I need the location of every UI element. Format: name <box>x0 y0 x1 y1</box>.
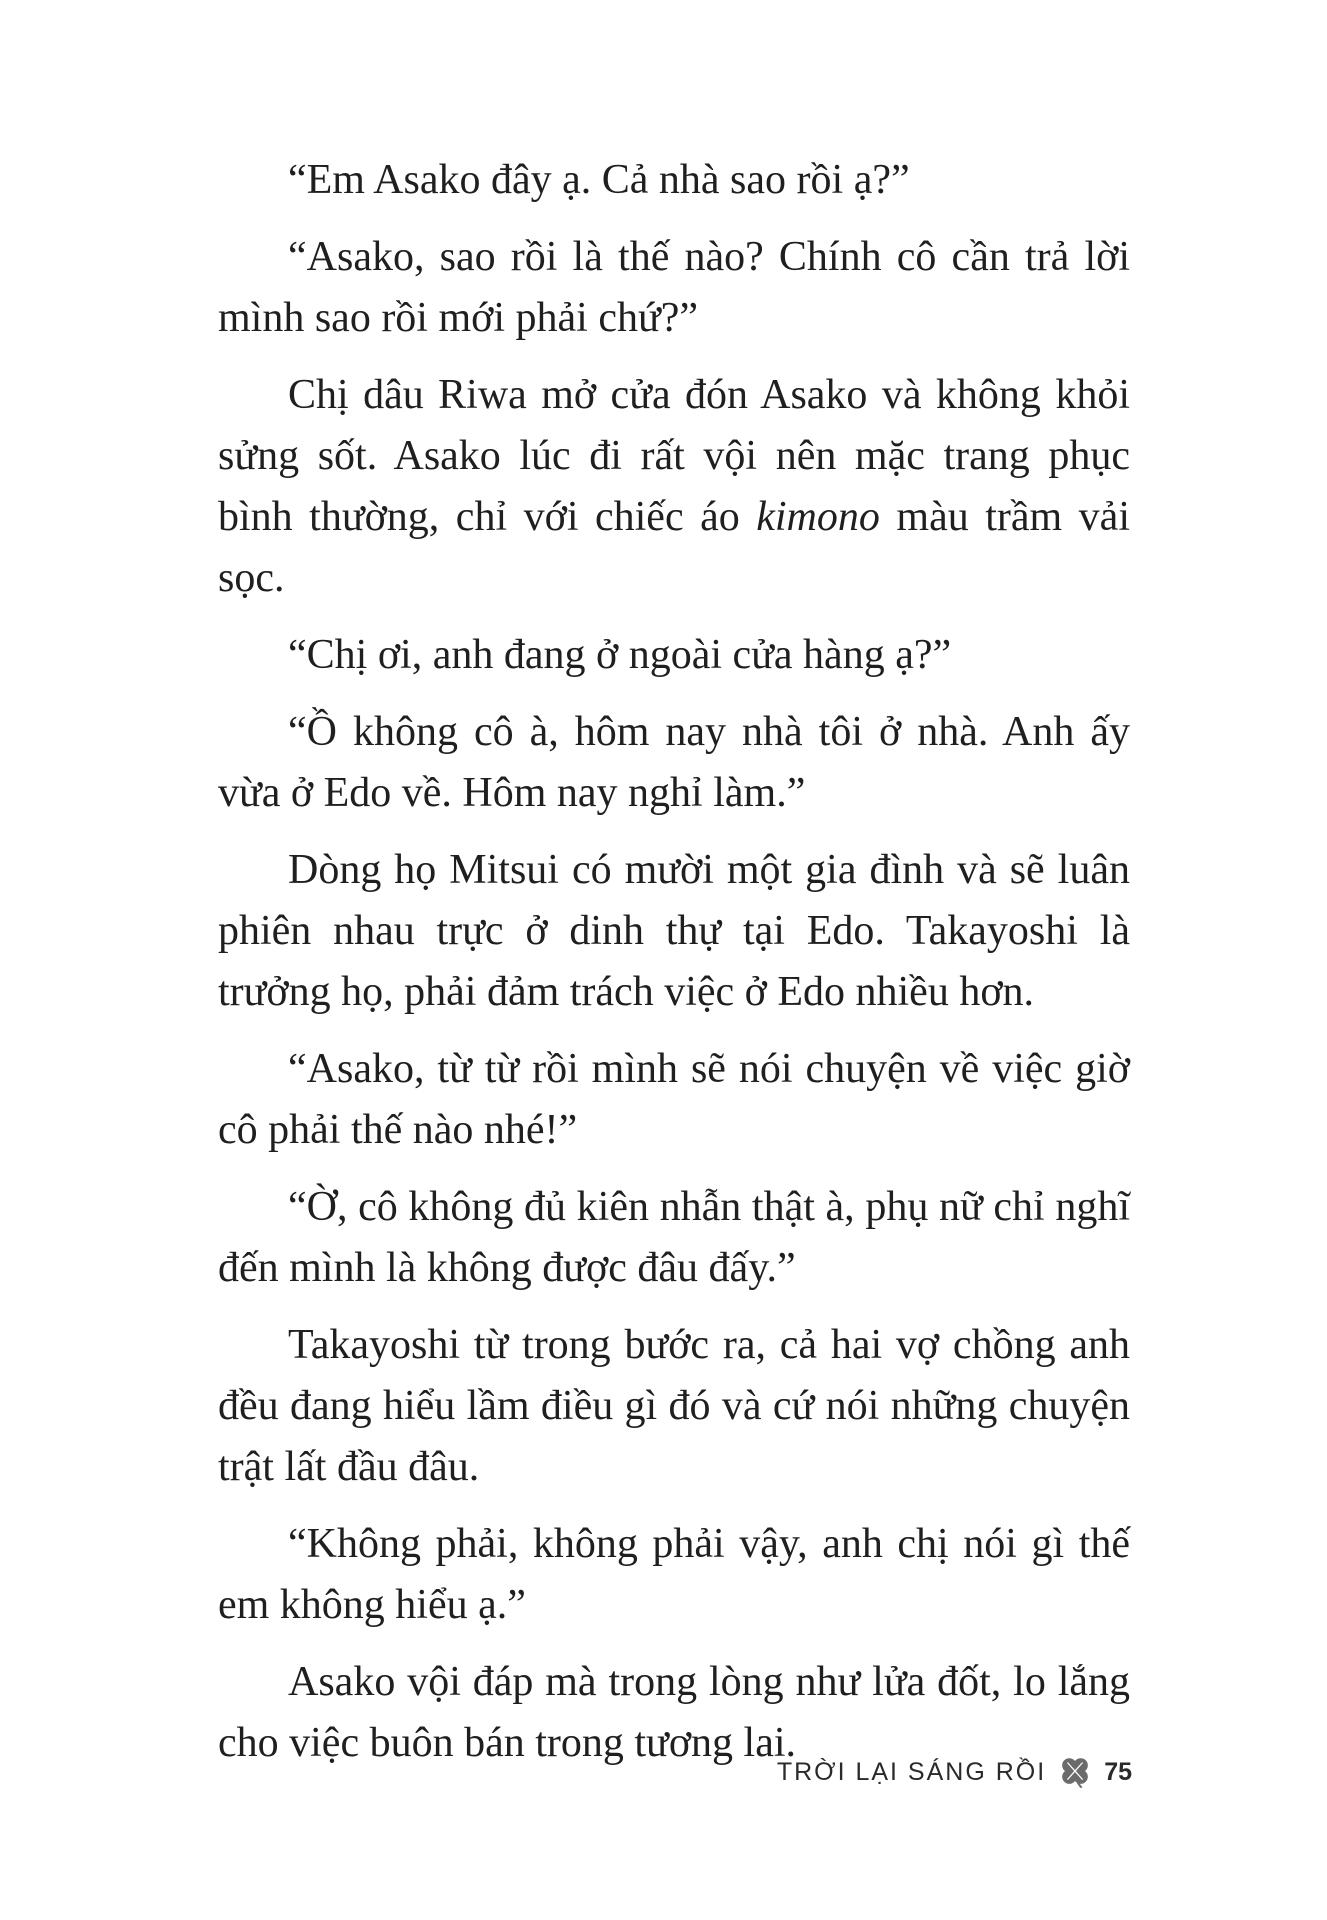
paragraph-10: “Không phải, không phải vậy, anh chị nói gì thế em không hiểu ạ.” <box>218 1521 1130 1628</box>
page-body <box>218 150 1130 1790</box>
paragraph-6: Dòng họ Mitsui có mười một gia đình và sẽ luân phiên nhau trực ở dinh thự tại Edo. Takayoshi là trưởng họ, phải đảm trách việc ở Edo nhiều hơn. <box>218 847 1130 1015</box>
running-footer <box>777 1752 1132 1792</box>
paragraph-2: “Asako, sao rồi là thế nào? Chính cô cần trả lời mình sao rồi mới phải chứ?” <box>218 234 1130 341</box>
paragraph-3-before: Chị dâu Riwa mở cửa đón Asako và không khỏi sửng sốt. Asako lúc đi rất vội nên mặc trang phục bình thường, chỉ với chiếc áo <box>218 372 1130 540</box>
book-title: TRỜI LẠI SÁNG RỒI <box>776 1757 1047 1786</box>
italic-term: kimono <box>756 494 880 540</box>
paragraph-1: “Em Asako đây ạ. Cả nhà sao rồi ạ?” <box>288 157 910 203</box>
paragraph-5: “Ồ không cô à, hôm nay nhà tôi ở nhà. Anh ấy vừa ở Edo về. Hôm nay nghỉ làm.” <box>218 709 1130 816</box>
paragraph-8: “Ờ, cô không đủ kiên nhẫn thật à, phụ nữ chỉ nghĩ đến mình là không được đâu đấy.” <box>218 1184 1130 1291</box>
paragraph-3-after: màu trầm vải sọc. <box>218 494 1130 601</box>
paragraph-11: Asako vội đáp mà trong lòng như lửa đốt, lo lắng cho việc buôn bán trong tương lai. <box>218 1659 1130 1766</box>
paragraph-9: Takayoshi từ trong bước ra, cả hai vợ chồng anh đều đang hiểu lầm điều gì đó và cứ nói những chuyện trật lất đầu đâu. <box>218 1322 1130 1490</box>
page-number: 75 <box>1104 1757 1132 1786</box>
clover-icon <box>1056 1753 1094 1791</box>
paragraph-4: “Chị ơi, anh đang ở ngoài cửa hàng ạ?” <box>288 632 952 678</box>
paragraph-3 <box>218 365 1130 609</box>
paragraph-7: “Asako, từ từ rồi mình sẽ nói chuyện về việc giờ cô phải thế nào nhé!” <box>218 1046 1130 1153</box>
